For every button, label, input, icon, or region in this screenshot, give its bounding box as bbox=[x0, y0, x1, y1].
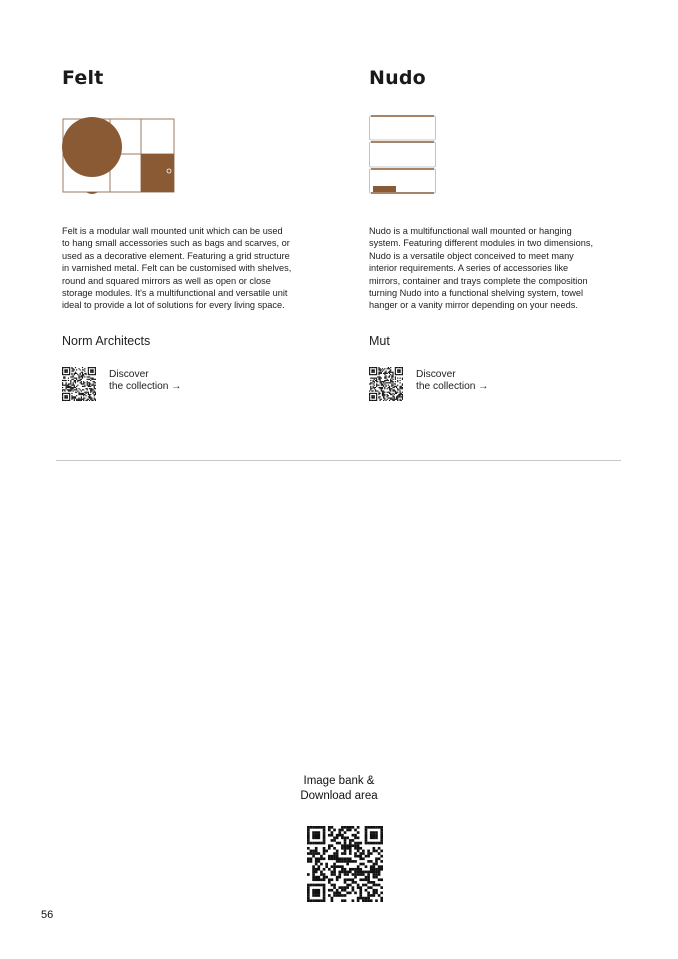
discover-collection-link[interactable] bbox=[369, 367, 619, 401]
description-line: hanger or a vanity mirror depending on your needs. bbox=[369, 300, 578, 311]
description-line: Felt is a modular wall mounted unit which can be used bbox=[62, 226, 283, 236]
designer-name: Norm Architects bbox=[62, 333, 151, 348]
description-line: Nudo is a multifunctional wall mounted or hanging bbox=[369, 226, 572, 236]
discover-text[interactable] bbox=[416, 369, 488, 394]
nudo-illustration bbox=[369, 114, 619, 204]
description-line: Nudo is a versatile object conceived to meet many bbox=[369, 250, 574, 261]
product-title: Nudo bbox=[369, 67, 426, 89]
description-line: used as a decorative element. Featuring a grid structure bbox=[62, 250, 290, 261]
nudo-shelf-icon bbox=[369, 114, 449, 204]
description-line: storage modules. It's a multifunctional and versatile unit bbox=[62, 288, 288, 299]
product-felt bbox=[62, 64, 312, 401]
discover-text[interactable] bbox=[109, 369, 181, 394]
product-nudo bbox=[369, 64, 619, 401]
product-description bbox=[62, 225, 308, 312]
discover-label[interactable]: Discover bbox=[416, 368, 456, 380]
discover-label[interactable]: Discover bbox=[109, 368, 149, 380]
page-number: 56 bbox=[41, 909, 54, 921]
qr-code-icon[interactable] bbox=[62, 367, 96, 401]
description-line: system. Featuring different modules in two dimensions, bbox=[369, 238, 594, 249]
description-line: interior requirements. A series of accessories like bbox=[369, 263, 569, 274]
product-title: Felt bbox=[62, 67, 104, 89]
download-area-label: Download area bbox=[300, 790, 378, 802]
description-line: ideal to provide a lot of solutions for every living space. bbox=[62, 300, 285, 311]
qr-code-icon[interactable] bbox=[307, 826, 383, 902]
section-divider bbox=[56, 460, 621, 461]
product-description bbox=[369, 225, 615, 312]
description-line: in varnished metal. Felt can be customised with shelves, bbox=[62, 263, 292, 274]
description-line: mirrors, container and trays complete the composition bbox=[369, 275, 588, 286]
image-bank-heading bbox=[0, 774, 678, 804]
felt-grid-icon bbox=[62, 114, 182, 204]
designer-name: Mut bbox=[369, 333, 390, 348]
description-line: to hang small accessories such as bags and scarves, or bbox=[62, 238, 290, 249]
description-line: round and squared mirrors as well as open or close bbox=[62, 275, 271, 286]
description-line: turning Nudo into a functional shelving system, towel bbox=[369, 288, 583, 299]
qr-code-icon[interactable] bbox=[369, 367, 403, 401]
discover-collection-link[interactable] bbox=[62, 367, 312, 401]
collection-link-label[interactable]: the collection → bbox=[109, 381, 182, 393]
collection-link-label[interactable]: the collection → bbox=[416, 381, 489, 393]
image-bank-label: Image bank & bbox=[303, 775, 375, 787]
felt-illustration bbox=[62, 114, 312, 204]
